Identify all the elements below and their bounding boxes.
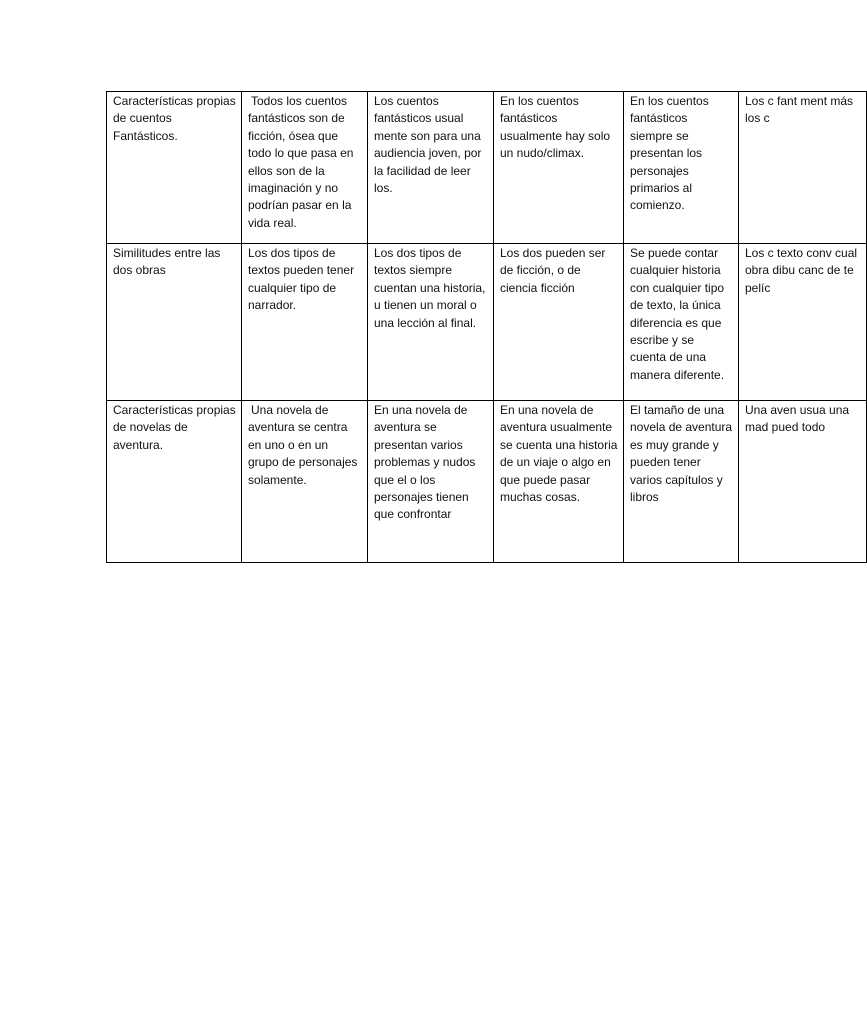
table-row [107,401,867,563]
table-cell: En una novela de aventura se presentan varios problemas y nudos que el o los personajes tienen que confrontar [368,401,494,563]
table-cell: Una novela de aventura se centra en uno o en un grupo de personajes solamente. [242,401,368,563]
table-row [107,244,867,401]
table-cell: El tamaño de una novela de aventura es muy grande y pueden tener varios capítulos y libros [624,401,739,563]
table-cell-truncated: Los c texto conv cual obra dibu canc de te pelíc [739,244,867,401]
table-cell: Se puede contar cualquier historia con cualquier tipo de texto, la única diferencia es que escribe y se cuenta de una manera diferente. [624,244,739,401]
table-cell: Todos los cuentos fantásticos son de ficción, ósea que todo lo que pasa en ellos son de la imaginación y no podrían pasar en la vida real. [242,92,368,244]
table-cell: Los dos pueden ser de ficción, o de ciencia ficción [494,244,624,401]
row-header-cell: Características propias de novelas de aventura. [107,401,242,563]
row-header-cell: Características propias de cuentos Fantásticos. [107,92,242,244]
row-header-cell: Similitudes entre las dos obras [107,244,242,401]
table-cell: Los dos tipos de textos pueden tener cualquier tipo de narrador. [242,244,368,401]
table-cell-truncated: Una aven usua una mad pued todo [739,401,867,563]
table-cell: En los cuentos fantásticos usualmente hay solo un nudo/climax. [494,92,624,244]
table-cell-truncated: Los c fant ment más los c [739,92,867,244]
table-row [107,92,867,244]
table-cell: En los cuentos fantásticos siempre se presentan los personajes primarios al comienzo. [624,92,739,244]
table-cell: Los cuentos fantásticos usual mente son para una audiencia joven, por la facilidad de leer los. [368,92,494,244]
comparison-table [106,91,867,563]
table-cell: En una novela de aventura usualmente se cuenta una historia de un viaje o algo en que puede pasar muchas cosas. [494,401,624,563]
table-cell: Los dos tipos de textos siempre cuentan una historia, u tienen un moral o una lección al final. [368,244,494,401]
